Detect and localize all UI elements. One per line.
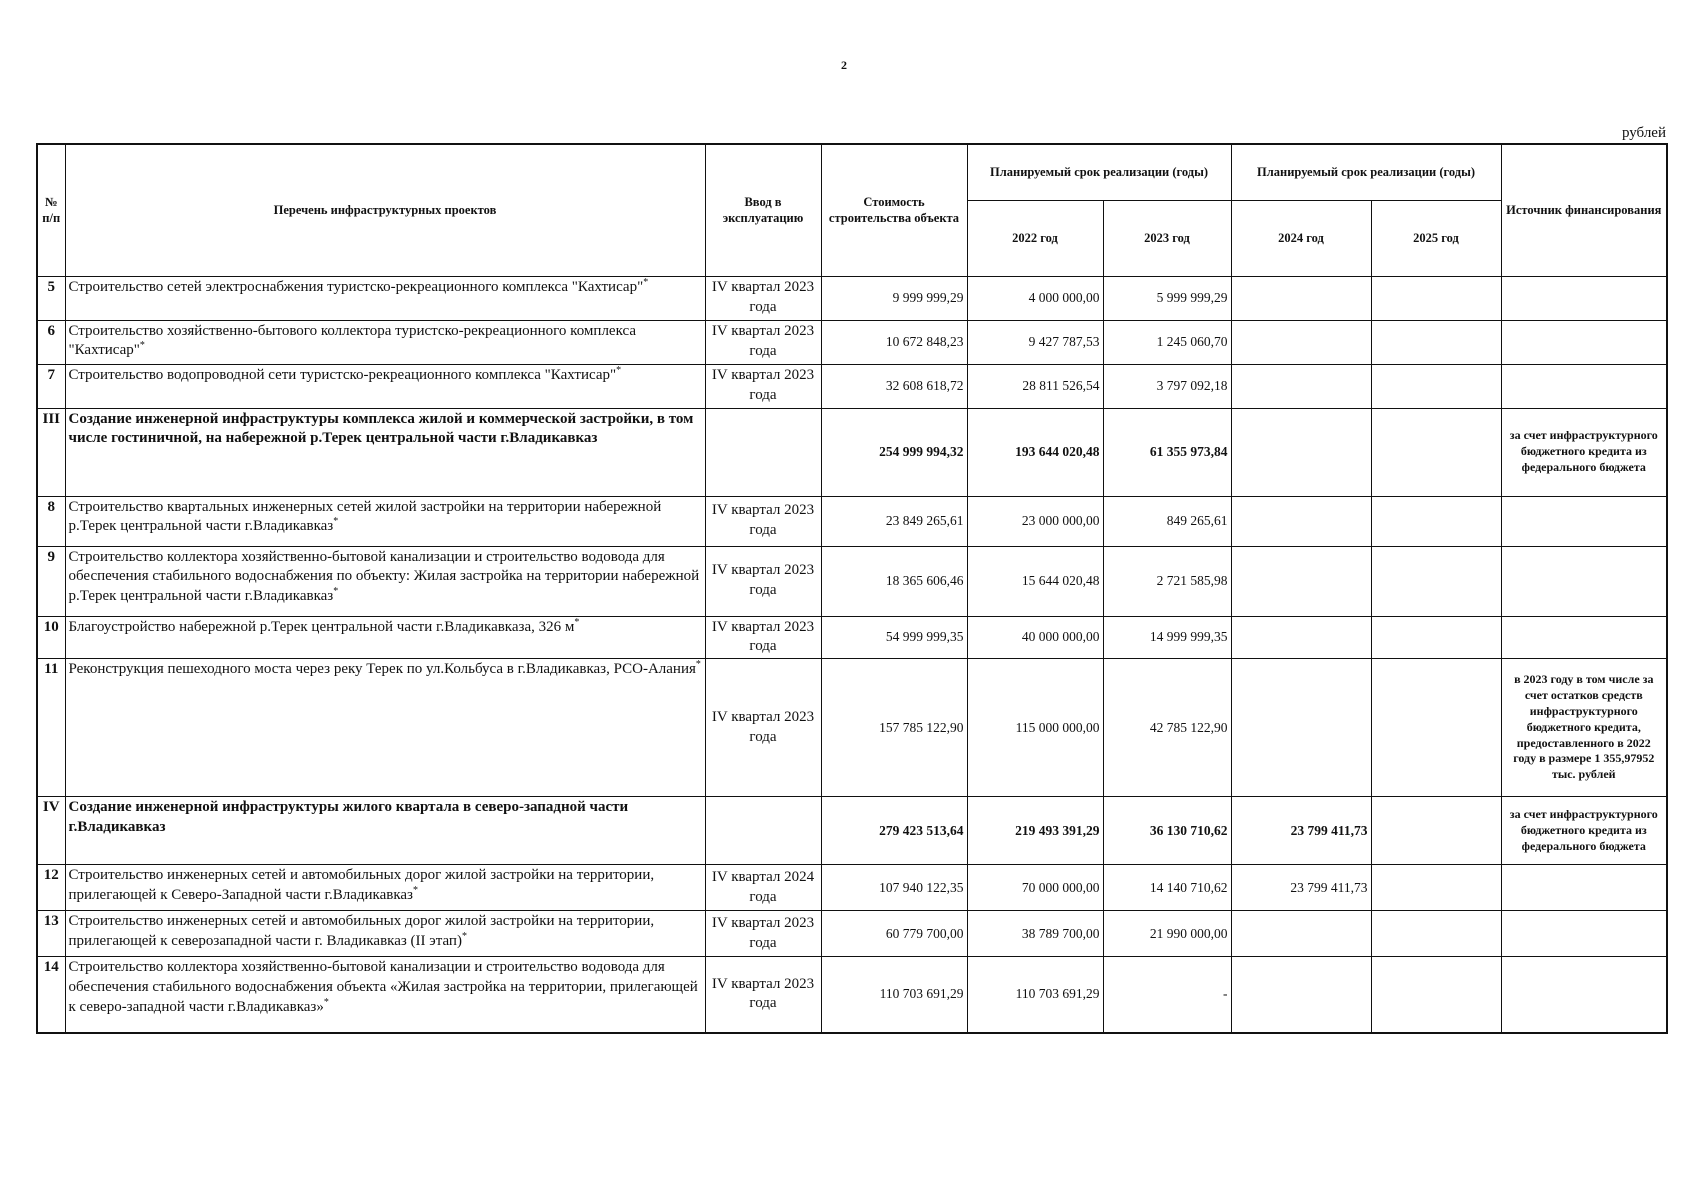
commissioning-date-cell [705, 496, 821, 546]
footnote-marker: * [616, 364, 622, 376]
construction-cost-cell [821, 364, 967, 408]
row-number-cell [37, 496, 65, 546]
footnote-marker: * [461, 930, 467, 942]
project-name: Строительство инженерных сетей и автомобильных дорог жилой застройки на территории, прилегающей к северозападной части г. Владикавказ (II этап) [68, 913, 655, 949]
amount-2023-cell [1103, 546, 1231, 616]
row-number: 5 [47, 278, 55, 295]
amount-2025-cell [1371, 276, 1501, 320]
amount-2023-cell [1103, 320, 1231, 364]
amount-2022-cell [967, 797, 1103, 865]
section-row [37, 408, 1667, 496]
financing-source-cell [1501, 659, 1667, 797]
commissioning-date-cell [705, 911, 821, 957]
commissioning-date: IV квартал 2023 года [711, 975, 815, 1012]
amount-2024: 23 799 411,73 [1290, 822, 1368, 838]
financing-source: за счет инфраструктурного бюджетного кредита из федерального бюджета [1509, 806, 1658, 853]
amount-2022-cell [967, 865, 1103, 911]
footnote-marker: * [333, 516, 339, 528]
footnote-marker: * [643, 276, 649, 288]
amount-2024-cell [1231, 546, 1371, 616]
project-name: Реконструкция пешеходного моста через реку Терек по ул.Кольбуса в г.Владикавказ, РСО-Алания [68, 661, 696, 678]
table-row [37, 616, 1667, 659]
construction-cost: 279 423 513,64 [879, 822, 964, 838]
header-cost: Стоимость строительства объекта [821, 144, 967, 276]
amount-2023-cell [1103, 911, 1231, 957]
amount-2023-cell [1103, 496, 1231, 546]
amount-2023: 14 999 999,35 [1149, 629, 1228, 645]
footnote-marker: * [695, 659, 701, 671]
row-number: 13 [43, 913, 59, 930]
row-number: 8 [47, 498, 55, 515]
project-name: Строительство коллектора хозяйственно-бытовой канализации и строительство водовода для обеспечения стабильного водоснабжения по объекту: Жилая застройка на территории набережной р.Терек центральной части г.Владикавказ [68, 548, 700, 605]
table-row [37, 865, 1667, 911]
financing-source-cell [1501, 364, 1667, 408]
amount-2024-cell [1231, 364, 1371, 408]
table-row [37, 659, 1667, 797]
amount-2024-cell [1231, 276, 1371, 320]
amount-2023-cell [1103, 616, 1231, 659]
project-name-cell [65, 865, 705, 911]
construction-cost-cell [821, 659, 967, 797]
row-number-cell [37, 364, 65, 408]
row-number-cell [37, 659, 65, 797]
amount-2023: 3 797 092,18 [1156, 378, 1228, 394]
amount-2024: 23 799 411,73 [1290, 879, 1368, 895]
construction-cost: 254 999 994,32 [879, 444, 964, 460]
row-number: 7 [47, 366, 55, 383]
amount-2025-cell [1371, 911, 1501, 957]
project-name-cell [65, 496, 705, 546]
project-name: Строительство водопроводной сети туристско-рекреационного комплекса "Кахтисар" [68, 366, 617, 383]
amount-2025-cell [1371, 364, 1501, 408]
row-number-cell [37, 546, 65, 616]
table-row [37, 957, 1667, 1033]
amount-2023: 2 721 585,98 [1156, 573, 1228, 589]
amount-2023: 1 245 060,70 [1156, 334, 1228, 350]
table-header [37, 144, 1667, 276]
header-projects: Перечень инфраструктурных проектов [65, 144, 705, 276]
construction-cost: 157 785 122,90 [879, 719, 964, 735]
project-name: Строительство квартальных инженерных сетей жилой застройки на территории набережной р.Терек центральной части г.Владикавказ [68, 498, 662, 535]
section-row [37, 797, 1667, 865]
footnote-marker: * [139, 340, 145, 352]
table-row [37, 320, 1667, 364]
amount-2022-cell [967, 659, 1103, 797]
project-name: Строительство коллектора хозяйственно-бытовой канализации и строительство водовода для обеспечения стабильного водоснабжения объекта «Жилая застройка на территории, прилегающей к северо-западной части г.Владикавказ» [68, 959, 698, 1015]
footnote-marker: * [323, 996, 329, 1008]
construction-cost-cell [821, 797, 967, 865]
table-row [37, 911, 1667, 957]
financing-source-cell [1501, 911, 1667, 957]
table-row [37, 364, 1667, 408]
commissioning-date-cell [705, 957, 821, 1033]
amount-2022-cell [967, 320, 1103, 364]
amount-2022-cell [967, 408, 1103, 496]
project-name-cell [65, 616, 705, 659]
project-name-cell [65, 546, 705, 616]
header-year-2022: 2022 год [967, 200, 1103, 276]
row-number: 9 [47, 548, 55, 565]
commissioning-date-cell [705, 276, 821, 320]
financing-source-cell [1501, 408, 1667, 496]
financing-source-cell [1501, 546, 1667, 616]
amount-2024-cell [1231, 911, 1371, 957]
construction-cost-cell [821, 408, 967, 496]
amount-2023: 21 990 000,00 [1149, 925, 1228, 941]
construction-cost: 9 999 999,29 [892, 290, 964, 306]
construction-cost: 10 672 848,23 [885, 334, 964, 350]
amount-2023: 14 140 710,62 [1149, 879, 1228, 895]
row-number: 11 [44, 661, 59, 678]
construction-cost-cell [821, 865, 967, 911]
construction-cost: 107 940 122,35 [879, 879, 964, 895]
amount-2022: 9 427 787,53 [1028, 334, 1100, 350]
amount-2023: 36 130 710,62 [1149, 822, 1228, 838]
commissioning-date-cell [705, 546, 821, 616]
amount-2023: 5 999 999,29 [1156, 290, 1228, 306]
header-number: № п/п [37, 144, 65, 276]
amount-2025-cell [1371, 320, 1501, 364]
construction-cost-cell [821, 320, 967, 364]
construction-cost: 60 779 700,00 [885, 925, 964, 941]
amount-2022: 15 644 020,48 [1021, 573, 1100, 589]
currency-units-label: рублей [1621, 125, 1666, 141]
amount-2022: 70 000 000,00 [1021, 879, 1100, 895]
amount-2023-cell [1103, 865, 1231, 911]
commissioning-date-cell [705, 797, 821, 865]
construction-cost-cell [821, 546, 967, 616]
header-year-2023: 2023 год [1103, 200, 1231, 276]
amount-2025-cell [1371, 659, 1501, 797]
financing-source: в 2023 году в том числе за счет остатков средств инфраструктурного бюджетного кредита, предоставленного в 2022 году в размере 1 355,97952 тыс. рублей [1513, 672, 1655, 782]
project-name-cell [65, 276, 705, 320]
project-name-cell [65, 957, 705, 1033]
commissioning-date: IV квартал 2023 года [711, 323, 815, 359]
footnote-marker: * [333, 586, 339, 598]
commissioning-date-cell [705, 364, 821, 408]
row-number-cell [37, 408, 65, 496]
project-name: Создание инженерной инфраструктуры жилого квартала в северо-западной части г.Владикавказ [68, 799, 629, 835]
commissioning-date: IV квартал 2023 года [711, 562, 815, 598]
amount-2023-cell [1103, 364, 1231, 408]
amount-2022-cell [967, 546, 1103, 616]
amount-2022: 28 811 526,54 [1022, 378, 1100, 394]
amount-2022-cell [967, 616, 1103, 659]
financing-source-cell [1501, 320, 1667, 364]
commissioning-date: IV квартал 2023 года [711, 502, 815, 538]
row-number-cell [37, 320, 65, 364]
amount-2025-cell [1371, 797, 1501, 865]
commissioning-date: IV квартал 2023 года [711, 367, 815, 403]
amount-2025-cell [1371, 616, 1501, 659]
financing-source-cell [1501, 496, 1667, 546]
amount-2022: 115 000 000,00 [1015, 719, 1100, 735]
amount-2024-cell [1231, 496, 1371, 546]
amount-2025-cell [1371, 496, 1501, 546]
row-number-cell [37, 911, 65, 957]
amount-2022-cell [967, 364, 1103, 408]
row-number: 6 [47, 322, 55, 339]
commissioning-date-cell [705, 659, 821, 797]
commissioning-date-cell [705, 408, 821, 496]
header-year-2025: 2025 год [1371, 200, 1501, 276]
amount-2023-cell [1103, 659, 1231, 797]
table-row [37, 546, 1667, 616]
financing-source-cell [1501, 276, 1667, 320]
project-name: Строительство инженерных сетей и автомобильных дорог жилой застройки на территории, прилегающей к Северо-Западной части г.Владикавказ [68, 867, 655, 903]
financing-source: за счет инфраструктурного бюджетного кредита из федерального бюджета [1509, 428, 1658, 474]
header-commissioning: Ввод в эксплуатацию [705, 144, 821, 276]
amount-2023: 61 355 973,84 [1149, 444, 1228, 460]
construction-cost-cell [821, 616, 967, 659]
page-number: 2 [841, 58, 847, 72]
amount-2024-cell [1231, 408, 1371, 496]
project-name: Создание инженерной инфраструктуры комплекса жилой и коммерческой застройки, в том числе гостиничной, на набережной р.Терек центральной части г.Владикавказ [68, 410, 694, 447]
row-number: 10 [43, 618, 59, 635]
financing-source-cell [1501, 865, 1667, 911]
commissioning-date-cell [705, 865, 821, 911]
amount-2022: 4 000 000,00 [1028, 290, 1100, 306]
commissioning-date: IV квартал 2023 года [711, 279, 815, 315]
project-name-cell [65, 797, 705, 865]
amount-2024-cell [1231, 957, 1371, 1033]
commissioning-date-cell [705, 616, 821, 659]
header-period-2024-2025: Планируемый срок реализации (годы) [1231, 144, 1501, 200]
table-row [37, 276, 1667, 320]
amount-2022: 23 000 000,00 [1021, 513, 1100, 529]
footnote-marker: * [412, 884, 418, 896]
construction-cost: 110 703 691,29 [879, 986, 964, 1002]
construction-cost: 18 365 606,46 [885, 573, 964, 589]
project-name-cell [65, 320, 705, 364]
amount-2023-cell [1103, 276, 1231, 320]
project-name: Благоустройство набережной р.Терек центральной части г.Владикавказа, 326 м [68, 618, 575, 635]
project-name-cell [65, 911, 705, 957]
construction-cost: 54 999 999,35 [885, 629, 964, 645]
commissioning-date: IV квартал 2023 года [711, 914, 815, 951]
amount-2023: 42 785 122,90 [1149, 719, 1228, 735]
project-name: Строительство сетей электроснабжения туристско-рекреационного комплекса "Кахтисар" [68, 278, 644, 295]
amount-2022-cell [967, 496, 1103, 546]
construction-cost-cell [821, 276, 967, 320]
header-source: Источник финансирования [1501, 144, 1667, 276]
commissioning-date: IV квартал 2023 года [711, 708, 815, 745]
amount-2022: 40 000 000,00 [1021, 629, 1100, 645]
header-year-2024: 2024 год [1231, 200, 1371, 276]
amount-2022: 110 703 691,29 [1015, 986, 1100, 1002]
row-number: 12 [43, 867, 59, 884]
commissioning-date: IV квартал 2023 года [711, 618, 815, 655]
amount-2023-cell [1103, 408, 1231, 496]
amount-2024-cell [1231, 320, 1371, 364]
footnote-marker: * [574, 616, 580, 628]
amount-2023-cell [1103, 957, 1231, 1033]
amount-2024-cell [1231, 797, 1371, 865]
amount-2025-cell [1371, 408, 1501, 496]
row-number: IV [42, 799, 60, 816]
amount-2025-cell [1371, 865, 1501, 911]
row-number-cell [37, 616, 65, 659]
amount-2025-cell [1371, 546, 1501, 616]
construction-cost: 32 608 618,72 [885, 378, 964, 394]
table-body [37, 276, 1667, 1033]
amount-2022: 38 789 700,00 [1021, 925, 1100, 941]
amount-2022: 193 644 020,48 [1015, 444, 1100, 460]
row-number-cell [37, 957, 65, 1033]
amount-2022-cell [967, 911, 1103, 957]
commissioning-date: IV квартал 2024 года [711, 868, 815, 905]
amount-2023: - [1223, 986, 1228, 1002]
commissioning-date-cell [705, 320, 821, 364]
amount-2023-cell [1103, 797, 1231, 865]
amount-2022-cell [967, 957, 1103, 1033]
row-number-cell [37, 797, 65, 865]
row-number: 14 [43, 959, 59, 976]
amount-2022-cell [967, 276, 1103, 320]
project-name-cell [65, 408, 705, 496]
header-period-2022-2023: Планируемый срок реализации (годы) [967, 144, 1231, 200]
amount-2022: 219 493 391,29 [1015, 822, 1100, 838]
project-name-cell [65, 659, 705, 797]
amount-2025-cell [1371, 957, 1501, 1033]
amount-2024-cell [1231, 616, 1371, 659]
project-name: Строительство хозяйственно-бытового коллектора туристско-рекреационного комплекса "Кахтисар" [68, 322, 636, 359]
construction-cost-cell [821, 911, 967, 957]
amount-2023: 849 265,61 [1166, 513, 1228, 529]
construction-cost-cell [821, 957, 967, 1033]
financing-source-cell [1501, 957, 1667, 1033]
row-number-cell [37, 276, 65, 320]
row-number-cell [37, 865, 65, 911]
financing-source-cell [1501, 797, 1667, 865]
amount-2024-cell [1231, 659, 1371, 797]
construction-cost: 23 849 265,61 [885, 513, 964, 529]
project-name-cell [65, 364, 705, 408]
construction-cost-cell [821, 496, 967, 546]
amount-2024-cell [1231, 865, 1371, 911]
financing-source-cell [1501, 616, 1667, 659]
row-number: III [42, 410, 60, 427]
infrastructure-projects-table [36, 143, 1668, 1034]
table-row [37, 496, 1667, 546]
